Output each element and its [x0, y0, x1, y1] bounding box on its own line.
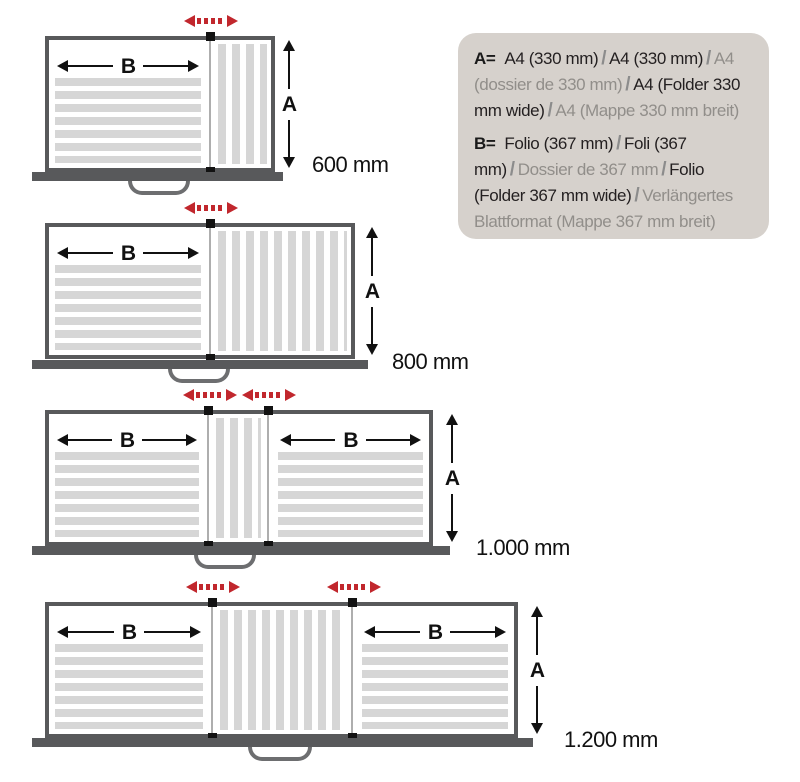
arrowhead-right-icon: [370, 581, 381, 593]
legend-segment: Folio (Folder 367 mm wide): [474, 160, 705, 205]
width-label: 1.000 mm: [476, 535, 570, 560]
legend-segment: A4 (330 mm): [609, 49, 704, 68]
b-dimension-arrow: [364, 620, 506, 644]
separator-slash: /: [547, 100, 553, 121]
b-dimension-arrow: [57, 620, 201, 644]
arrowhead-up-icon: [531, 606, 543, 617]
drawer-handle: [248, 747, 312, 761]
b-dimension-label: B: [121, 620, 137, 644]
dashed-line-icon: [340, 584, 368, 590]
legend-segment: Dossier de 367 mm: [517, 160, 659, 179]
arrowhead-left-icon: [57, 626, 68, 638]
a-dimension-label: A: [364, 279, 380, 303]
arrowhead-right-icon: [495, 626, 506, 638]
legend-entry-a: [474, 46, 756, 124]
arrowhead-left-icon: [364, 626, 375, 638]
legend-segment: Verlängertes Blattformat (Mappe 367 mm breit): [474, 186, 733, 231]
legend-segment: A4 (330 mm): [504, 49, 599, 68]
separator-slash: /: [616, 133, 621, 154]
legend-entry-b: [474, 131, 756, 235]
vertical-files: [220, 610, 345, 730]
plinth: [32, 738, 533, 747]
a-dimension-label: A: [281, 92, 297, 116]
arrowhead-left-icon: [327, 581, 338, 593]
b-dimension-label: B: [343, 428, 358, 452]
separator-slash: /: [706, 48, 711, 69]
cabinet-frame: [45, 602, 518, 738]
width-label: 600 mm: [312, 152, 389, 177]
arrowhead-right-icon: [229, 581, 240, 593]
separator-slash: /: [634, 185, 640, 206]
legend-segment: A4 (Mappe 330 mm breit): [555, 101, 739, 120]
width-label: 800 mm: [392, 349, 469, 374]
dashed-line-icon: [199, 584, 227, 590]
separator-slash: /: [625, 74, 631, 95]
separator-slash: /: [509, 159, 515, 180]
a-dimension-label: A: [529, 658, 545, 682]
legend-segment: Foli (367 mm): [474, 134, 687, 179]
legend-segment: Folio (367 mm): [504, 134, 614, 153]
b-dimension-label: B: [120, 241, 136, 265]
b-dimension-label: B: [427, 620, 443, 644]
separator-slash: /: [661, 159, 667, 180]
lateral-files: [55, 644, 203, 729]
slide-direction-arrow-icon: [327, 580, 381, 593]
a-dimension-arrow: [529, 606, 545, 734]
slide-direction-arrow-icon: [186, 580, 240, 593]
legend-segment: A4 (dossier de 330 mm): [474, 49, 734, 94]
arrowhead-down-icon: [531, 723, 543, 734]
arrowhead-right-icon: [190, 626, 201, 638]
arrowhead-left-icon: [186, 581, 197, 593]
folio-section-right: [356, 606, 514, 734]
legend-label-a: A=: [474, 49, 496, 68]
b-dimension-label: B: [119, 428, 135, 452]
a4-section: [216, 606, 349, 734]
divider-panel-right: [349, 606, 356, 734]
b-dimension-label: B: [120, 54, 136, 78]
lateral-files: [362, 644, 508, 729]
width-label: 1.200 mm: [564, 727, 658, 752]
separator-slash: /: [601, 48, 607, 69]
a-dimension-label: A: [444, 466, 460, 490]
legend-segment: A4 (Folder 330 mm wide): [474, 75, 741, 120]
divider-panel-left: [209, 606, 216, 734]
legend-box: [458, 33, 769, 239]
folio-section-left: [49, 606, 209, 734]
legend-label-b: B=: [474, 134, 496, 153]
